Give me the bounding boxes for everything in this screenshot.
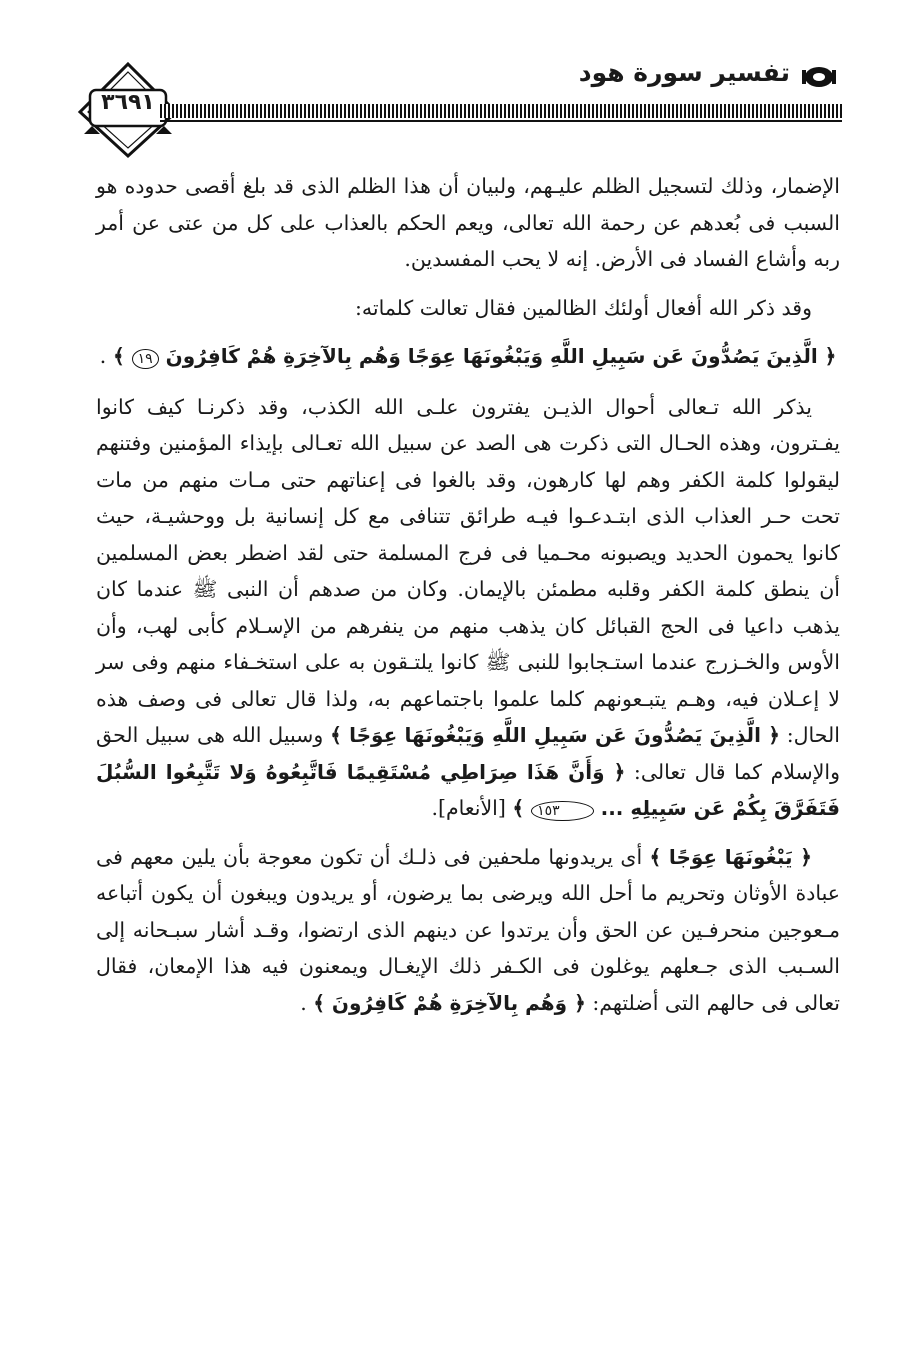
paragraph-2 [96,290,840,327]
quran-verse: ﴿ يَبْغُونَهَا عِوَجًا ﴾ [649,844,812,869]
header-rule-line [160,120,842,122]
text-run: وقد ذكر الله أفعال أولئك الظالمين فقال تعالت كلماته: [354,295,812,320]
quran-verse: ﴿ وَهُم بِالآخِرَةِ هُمْ كَافِرُونَ ﴾ [313,990,586,1015]
quran-verse: ﴿ وَأَنَّ هَذَا صِرَاطِي مُسْتَقِيمًا فَاتَّبِعُوهُ وَلا تَتَّبِعُوا السُّبُلَ فَتَفَرَّقَ بِكُمْ عَن سَبِيلِهِ ... [96,759,840,820]
verse-19 [96,338,840,375]
paragraph-4 [96,839,840,1022]
text-run: . [99,344,113,368]
text-run: أى يريدونها ملحفين فى ذلـك أن تكون معوجة بأن يلين معهم فى عبادة الأوثان وتحريم ما أحل الله ويرضى بما يرضون، أو يريدون ويبغون أن يكون أتباعه مـعوجين منحرفـين عن الحق وأن يرتدوا عن دينهم الذى ارتضوا، وقـد أشار سبـحانه إلى السـبب الذى جـعلهم يوغلون فى الكـفر ذلك الإيغـال ويمعنون فيه هذا الإمعان، فقال تعالى فى حالهم التى أضلتهم: [96,844,840,1015]
ayah-number: ١٩ [132,349,159,369]
header-ornament-icon [796,64,842,90]
paragraph-3 [96,389,840,827]
page-number: ٣٦٩١ [101,90,155,115]
ayah-number: ١٥٣ [531,801,594,821]
text-run: [الأنعام]. [431,796,513,820]
quran-verse: ﴾ [512,796,532,820]
header-rule [160,104,842,118]
page-header [0,0,920,160]
quran-verse: ﴾ [112,344,132,368]
text-run: الإضمار، وذلك لتسجيل الظلم عليـهم، ولبيان أن هذا الظلم الذى قد بلغ أقصى حدوده هو السبب فى بُعدهم عن رحمة الله تعالى، ويعم الحكم بالعذاب على كل من عتى عن أمر ربه وأشاع الفساد فى الأرض. إنه لا يحب المفسدين. [96,174,840,271]
text-run: وسبيل الله هى سبيل الحق والإسلام كما قال تعالى: [96,723,840,784]
quran-verse: ﴿ الَّذِينَ يَصُدُّونَ عَن سَبِيلِ اللَّهِ وَيَبْغُونَهَا عِوَجًا ﴾ [330,723,780,747]
running-title: تفسير سورة هود [578,58,790,87]
quran-verse: ﴿ الَّذِينَ يَصُدُّونَ عَن سَبِيلِ اللَّهِ وَيَبْغُونَهَا عِوَجًا وَهُم بِالآخِرَةِ هُمْ كَافِرُونَ [158,344,837,368]
paragraph-1 [96,168,840,278]
text-run: . [300,990,314,1015]
page-body [96,168,840,1033]
text-run: يذكر الله تـعالى أحوال الذيـن يفترون علـى الله الكذب، وقد ذكرنـا كيف كانوا يفـترون، وهذه الحـال التى ذكرت هى الصد عن سبيل الله تعـالى بإيذاء المؤمنين وفتنهم ليقولوا كلمة الكفر وهم لها كارهون، وقد بالغوا فى إعناتهم حتى مـات منهم من مات تحت حـر العذاب الذى ابتـدعـوا فيـه طرائق تتنافى مع كل إنسانية بل ووحشيـة، حيث كانوا يحمون الحديد ويصبونه محـميا فى فرج المسلمة حتى لقد اضطر بعض المسلمين أن ينطق كلمة الكفر وقلبه مطمئن بالإيمان. وكان من صدهم أن النبى ﷺ عندما كان يذهب داعيا فى الحج القبائل كان يذهب منهم من ينفرهم من الإسـلام كأبى لهب، وأن الأوس والخـزرج عندما استـجابوا للنبى ﷺ كانوا يلتـقون به على استخـفاء منهم وفى سر لا إعـلان فيه، وهـم يتبـعونهم كلما علموا باجتماعهم به، ولذا قال تعالى فى وصف هذه الحال: [96,394,840,747]
